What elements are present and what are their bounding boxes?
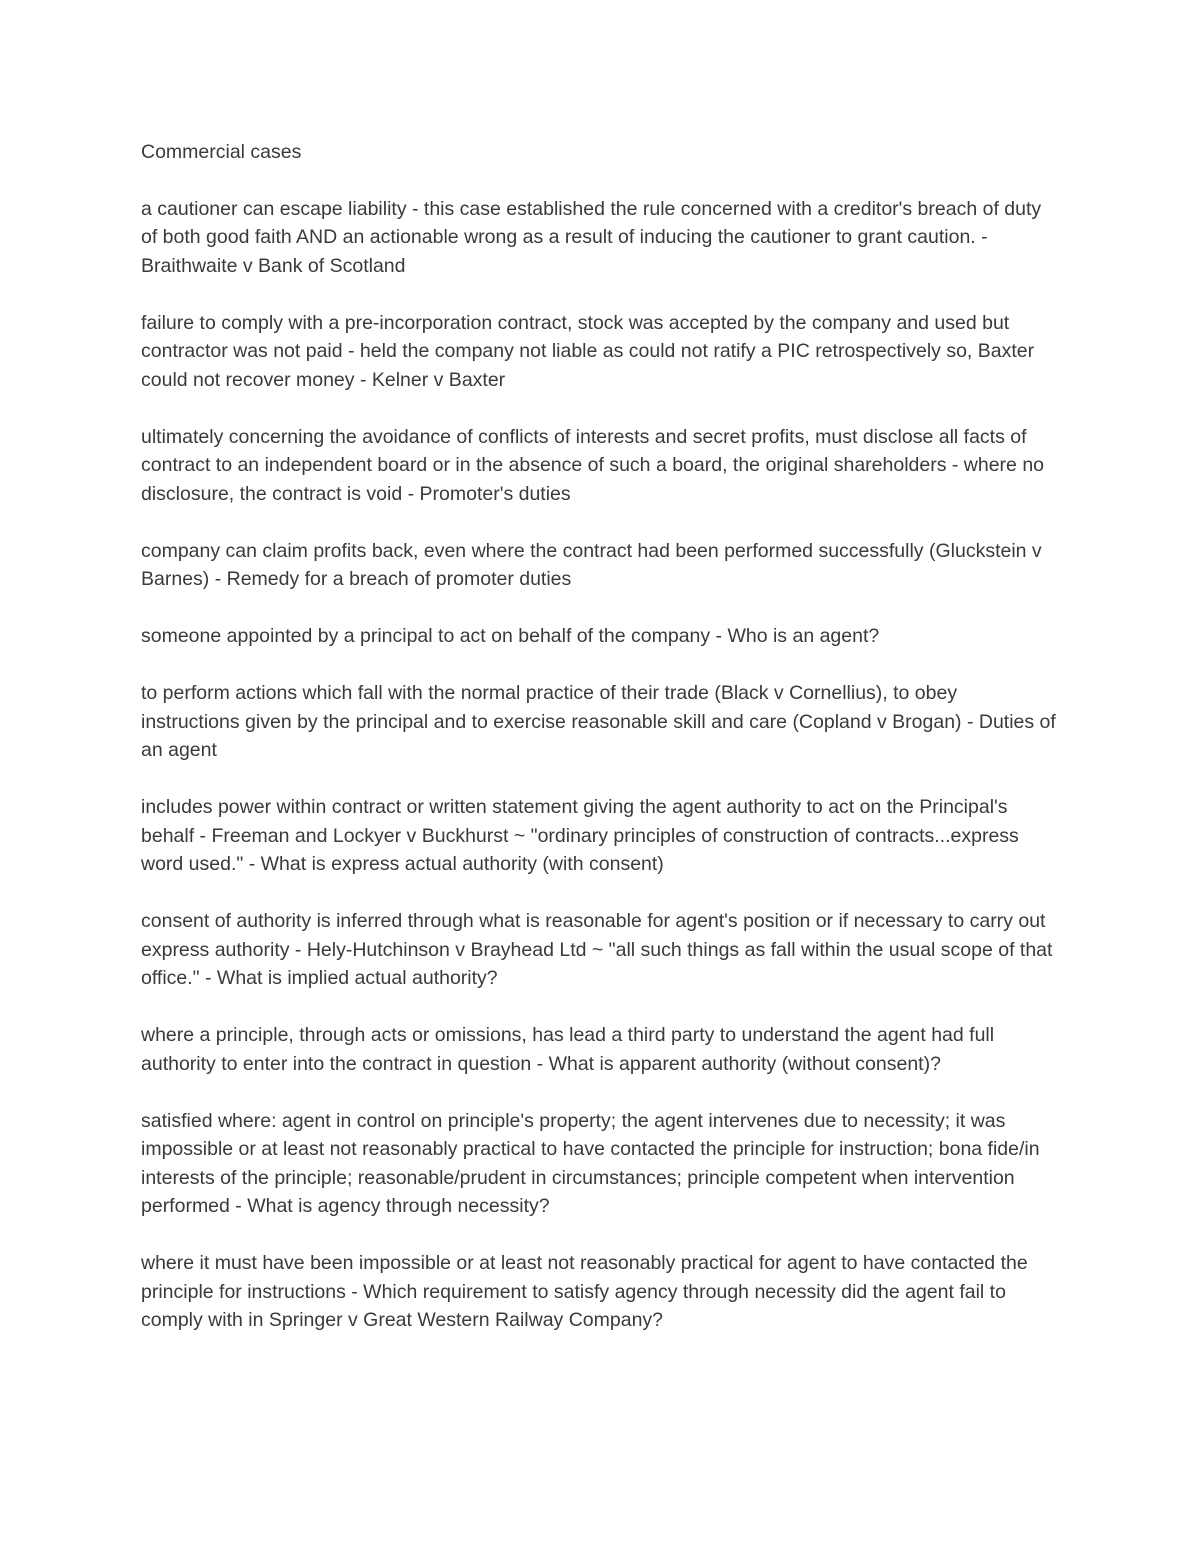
entry-paragraph: to perform actions which fall with the normal practice of their trade (Black v Cornellius), to obey instructions given by the principal and to exercise reasonable skill and care (Copland v Brogan) - Duties of an agent bbox=[141, 682, 1056, 761]
entry-paragraph: failure to comply with a pre-incorporation contract, stock was accepted by the company and used but contractor was not paid - held the company not liable as could not ratify a PIC retrospectively so, Baxter could not recover money - Kelner v Baxter bbox=[141, 311, 1035, 391]
entry-paragraph: someone appointed by a principal to act on behalf of the company - Who is an agent? bbox=[141, 625, 880, 647]
entry-paragraph: ultimately concerning the avoidance of conflicts of interests and secret profits, must disclose all facts of contract to an independent board or in the absence of such a board, the original shareholders - where no disclosure, the contract is void - Promoter's duties bbox=[141, 425, 1045, 505]
entry-paragraph: a cautioner can escape liability - this case established the rule concerned with a creditor's breach of duty of both good faith AND an actionable wrong as a result of inducing the cautioner to grant caution. - Braithwaite v Bank of Scotland bbox=[141, 197, 1042, 277]
entry-paragraph: company can claim profits back, even where the contract had been performed successfully (Gluckstein v Barnes) - Remedy for a breach of promoter duties bbox=[141, 539, 1042, 590]
entry-paragraph: where a principle, through acts or omissions, has lead a third party to understand the agent had full authority to enter into the contract in question - What is apparent authority (without consent)? bbox=[141, 1024, 995, 1075]
document-title: Commercial cases bbox=[141, 141, 302, 163]
entry-paragraph: satisfied where: agent in control on principle's property; the agent intervenes due to necessity; it was impossible or at least not reasonably practical to have contacted the principle for instruction; bona fide/in interests of the principle; reasonable/prudent in circumstances; principle competent when intervention performed - What is agency through necessity? bbox=[141, 1109, 1040, 1217]
entry-paragraph: includes power within contract or written statement giving the agent authority to act on the Principal's behalf - Freeman and Lockyer v Buckhurst ~ "ordinary principles of construction of contracts...express word used." - What is express actual authority (with consent) bbox=[141, 796, 1019, 875]
entry-paragraph: consent of authority is inferred through what is reasonable for agent's position or if necessary to carry out express authority - Hely-Hutchinson v Brayhead Ltd ~ "all such things as fall within the usual scope of that office." - What is implied actual authority? bbox=[141, 910, 1053, 989]
document-page bbox=[141, 138, 1061, 1363]
entry-paragraph: where it must have been impossible or at least not reasonably practical for agent to have contacted the principle for instructions - Which requirement to satisfy agency through necessity did the agent fail to comply with in Springer v Great Western Railway Company? bbox=[141, 1252, 1028, 1331]
